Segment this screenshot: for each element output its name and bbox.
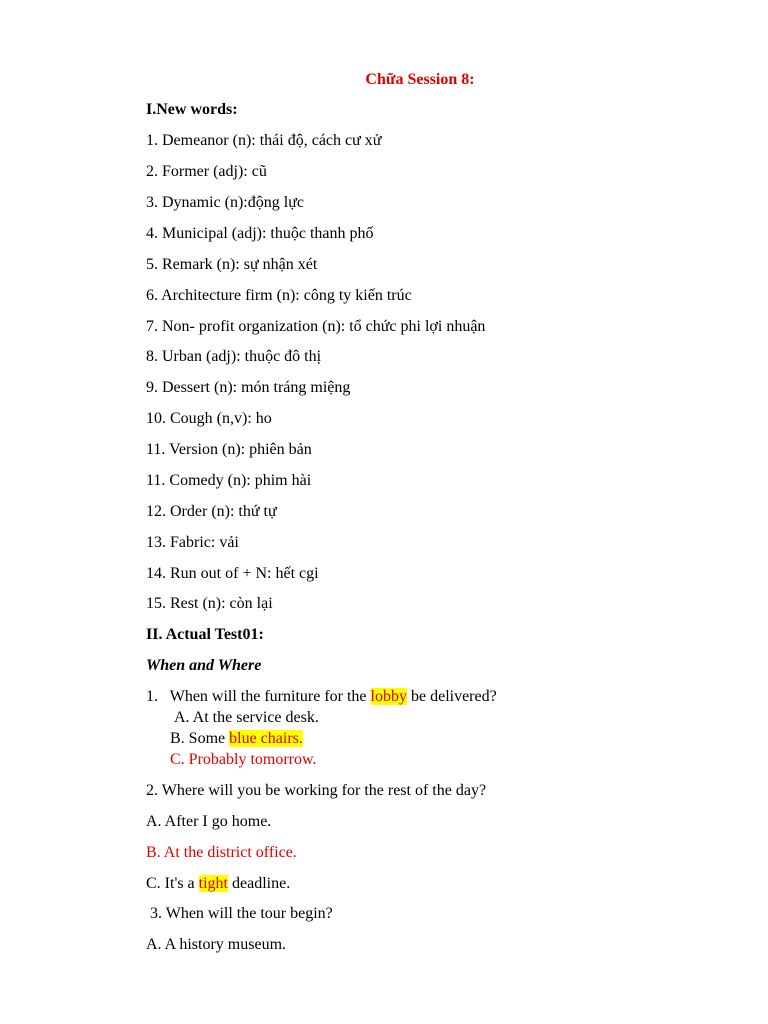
vocab-item: 15. Rest (n): còn lại [146,595,273,612]
question-3: 3. When will the tour begin? [146,905,333,922]
answer-1c-correct: C. Probably tomorrow. [170,751,317,768]
vocab-item: 7. Non- profit organization (n): tổ chức phi lợi nhuận [146,318,486,335]
vocab-item: 12. Order (n): thứ tự [146,503,277,520]
highlight-blue-chairs: blue chairs. [229,730,303,747]
vocab-item: 4. Municipal (adj): thuộc thanh phố [146,225,374,242]
vocab-item: 1. Demeanor (n): thái độ, cách cư xử [146,132,382,149]
highlight-tight: tight [198,875,228,892]
answer-1a: A. At the service desk. [174,709,319,726]
section-heading-new-words: I.New words: [146,101,238,118]
vocab-item: 9. Dessert (n): món tráng miệng [146,379,351,396]
answer-2c-text: C. It's a [146,875,199,892]
answer-2c-tail: deadline. [228,875,291,892]
vocab-item: 10. Cough (n,v): ho [146,410,272,427]
vocab-item: 5. Remark (n): sự nhận xét [146,256,318,273]
question-1-text: 1. When will the furniture for the [146,688,371,705]
vocab-item: 11. Version (n): phiên bản [146,441,312,458]
vocab-item: 14. Run out of + N: hết cgi [146,565,319,582]
question-1-tail: be delivered? [406,688,497,705]
answer-1b [170,729,303,749]
question-2: 2. Where will you be working for the rest of the day? [146,782,487,799]
vocab-item: 6. Architecture firm (n): công ty kiến trúc [146,287,412,304]
section-heading-actual-test: II. Actual Test01: [146,626,264,643]
highlight-lobby: lobby [370,688,407,705]
answer-2a: A. After I go home. [146,813,272,830]
vocab-item: 2. Former (adj): cũ [146,163,267,180]
answer-3a: A. A history museum. [146,936,287,953]
page-title: Chữa Session 8: [365,71,475,88]
answer-2b-correct: B. At the district office. [146,844,297,861]
answer-1b-text: B. Some [170,730,230,747]
vocab-item: 8. Urban (adj): thuộc đô thị [146,348,322,365]
answer-2c [146,874,290,894]
vocab-item: 11. Comedy (n): phim hài [146,472,312,489]
vocab-item: 3. Dynamic (n):động lực [146,194,304,211]
question-1 [146,687,497,707]
vocab-item: 13. Fabric: vải [146,534,239,551]
subheading-when-where: When and Where [146,657,262,674]
